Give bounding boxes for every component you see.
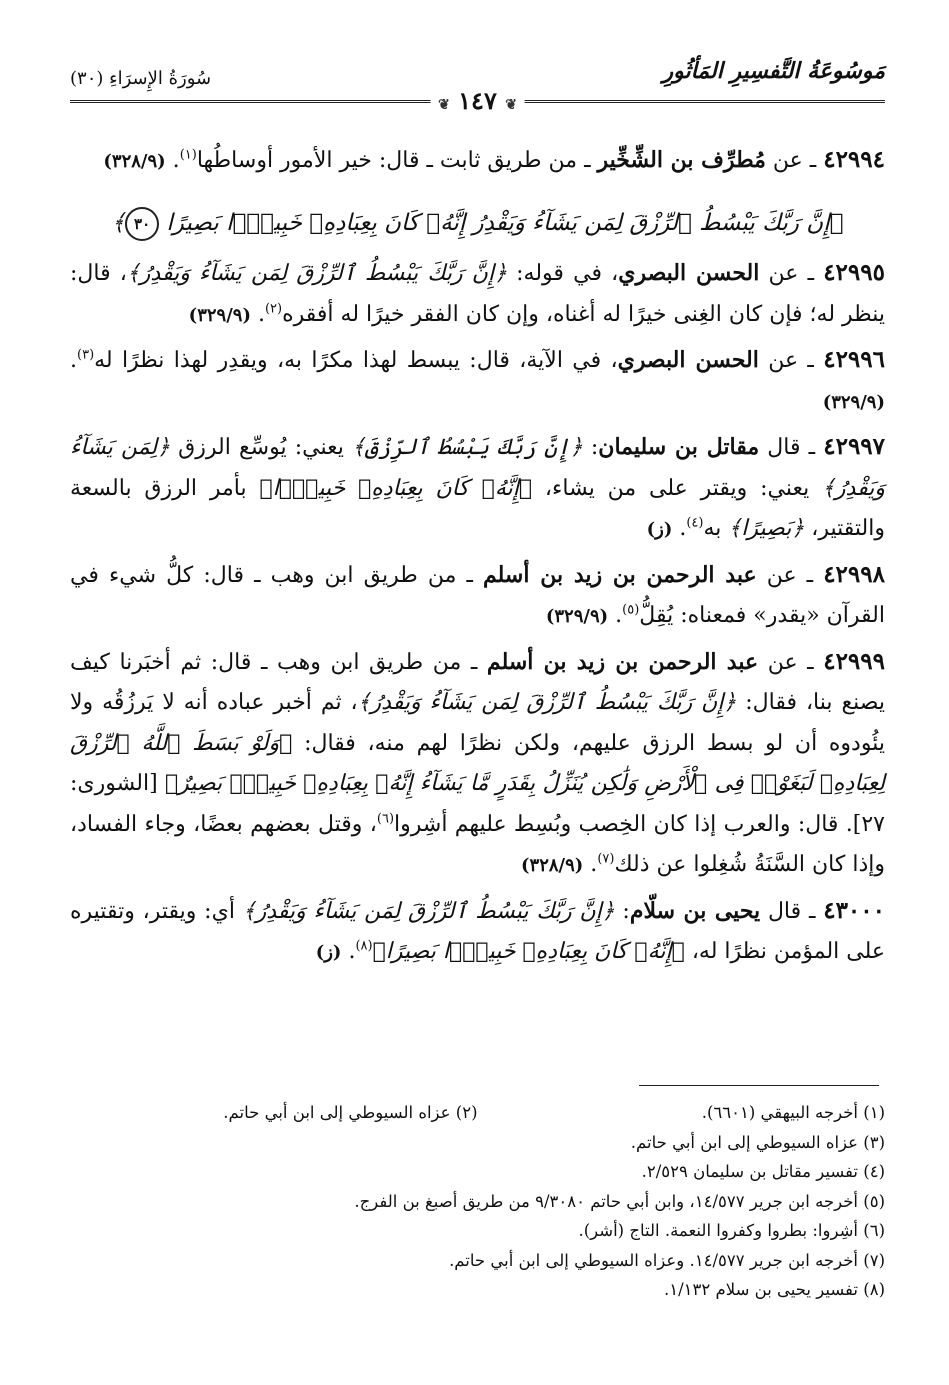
surah-title: سُورَةُ الإِسرَاءِ (٣٠) bbox=[70, 68, 212, 89]
text: ـ من طريق ابن وهب ـ قال: ثم أخبَرنا كيف يصنع بنا، فقال: bbox=[70, 649, 885, 715]
text: . bbox=[70, 348, 77, 373]
text: ـ قال bbox=[759, 435, 824, 460]
text: ، في قوله: bbox=[506, 261, 619, 286]
entry-42995 bbox=[70, 253, 885, 336]
text: ، قال: ينظر له؛ فإن كان الغِنى خيرًا له أغناه، وإن كان الفقر خيرًا له أفقره bbox=[70, 261, 885, 327]
entry-42998 bbox=[70, 555, 885, 638]
footnote-marker: (٦) bbox=[376, 811, 395, 827]
text: . bbox=[165, 148, 180, 173]
text: . bbox=[672, 516, 687, 541]
text: ـ قال bbox=[760, 898, 824, 924]
narrator-name: يحيى بن سلّام bbox=[629, 897, 761, 924]
narrator-name: الحسن البصري bbox=[618, 260, 760, 286]
quran-quote: ﴿بَصِيرًا﴾ bbox=[728, 516, 805, 541]
ornament-left-icon: ❦ bbox=[438, 97, 450, 113]
quran-quote: ﴿إِنَّ رَبَّكَ يَبْسُطُ ٱلرِّزْقَ﴾ bbox=[352, 435, 583, 460]
text: به bbox=[703, 516, 729, 541]
entry-number: ٤٢٩٩٤ bbox=[823, 146, 885, 173]
text: ـ عن bbox=[758, 649, 824, 675]
page-number: ١٤٧ bbox=[458, 86, 497, 115]
source-reference: (٣٢٩/٩) bbox=[188, 304, 251, 326]
footnote-2: (٢) عزاه السيوطي إلى ابن أبي حاتم. bbox=[223, 1103, 478, 1122]
main-text bbox=[70, 140, 885, 978]
text: . bbox=[250, 301, 265, 327]
footnote-marker: (٧) bbox=[597, 851, 615, 867]
text: . bbox=[341, 939, 356, 964]
footnote-3: (٣) عزاه السيوطي إلى ابن أبي حاتم. bbox=[630, 1132, 885, 1152]
text: [الشورى: ٢٧]. قال: والعرب إذا كان الخِصب وبُسِط عليهم أشِروا bbox=[70, 771, 885, 837]
entry-number: ٤٢٩٩٦ bbox=[823, 346, 885, 373]
narrator-name: الحسن البصري bbox=[617, 347, 759, 373]
entry-number: ٤٢٩٩٥ bbox=[823, 259, 885, 286]
footnote-8: (٨) تفسير يحيى بن سلام ١/١٣٢. bbox=[664, 1280, 885, 1299]
verse-text: ﴿إِنَّ رَبَّكَ يَبْسُطُ ٱلرِّزْقَ لِمَن يَشَآءُ وَيَقْدِرُ إِنَّهُۥ كَانَ بِعِبَادِهِۦ خَبِيرًۢا بَصِيرًا bbox=[166, 209, 844, 236]
text: ـ من طريق ثابت ـ قال: خير الأمور أوساطُها bbox=[196, 148, 598, 173]
footnote-marker: (٢) bbox=[264, 301, 283, 317]
quran-quote: ﴿إِنَّ رَبَّكَ يَبْسُطُ ٱلرِّزْقَ لِمَن يَشَآءُ وَيَقْدِرُ﴾ bbox=[357, 690, 737, 715]
footnote-marker: (٥) bbox=[622, 602, 640, 618]
quran-quote: ﴿إِنَّهُۥ كَانَ بِعِبَادِهِۦ خَبِيرًۢا﴾ bbox=[259, 475, 533, 501]
entry-42994 bbox=[70, 140, 885, 183]
source-reference: (٣٢٩/٩) bbox=[545, 606, 609, 627]
narrator-name: عبد الرحمن بن زيد بن أسلم bbox=[486, 648, 759, 675]
book-title: مَوسُوعَةُ التَّفسِيرِ المَأثُورِ bbox=[662, 58, 885, 84]
quran-quote: ﴿إِنَّهُۥ كَانَ بِعِبَادِهِۦ خَبِيرًۢا بَصِيرًا﴾ bbox=[372, 939, 685, 964]
text: . bbox=[608, 603, 623, 628]
footnote-marker: (١) bbox=[179, 147, 197, 163]
text: أي: ويقتر، وتقتيره على المؤمن نظرًا له، bbox=[70, 898, 885, 964]
ayah-number-icon: ٣٠ bbox=[125, 207, 159, 241]
verse-close: ﴾ bbox=[111, 209, 126, 236]
footnote-marker: (٨) bbox=[355, 938, 373, 954]
entry-number: ٤٢٩٩٩ bbox=[823, 647, 885, 675]
quran-quote: ﴿وَلَوْ بَسَطَ ٱللَّهُ ٱلرِّزْقَ لِعِبَادِهِۦ لَبَغَوْا۟ فِى ٱلْأَرْضِ وَلَٰكِن يُنَزِّلُ بِقَدَرٍ مَّا يَشَآءُ إِنَّهُۥ بِعِبَادِهِۦ خَبِيرٌۢ بَصِيرٌ﴾ bbox=[70, 730, 886, 796]
entry-43000 bbox=[70, 891, 885, 974]
entry-42996 bbox=[70, 340, 885, 423]
text: بأمر الرزق بالسعة والتقتير، bbox=[70, 475, 885, 541]
entry-number: ٤٢٩٩٨ bbox=[823, 560, 885, 588]
text: ـ عن bbox=[758, 348, 824, 373]
narrator-name: مُطرِّف بن الشِّخِّير bbox=[597, 147, 766, 173]
text: ، وقتل بعضهم بعضًا، وجاء الفساد، وإذا كان السَّنَةُ شُغِلوا عن ذلك bbox=[70, 811, 885, 877]
quran-quote: ﴿لِمَن يَشَآءُ وَيَقْدِرُ﴾ bbox=[70, 435, 885, 501]
footnote-marker: (٣) bbox=[77, 347, 95, 363]
source-reference: (٣٢٨/٩) bbox=[521, 855, 584, 876]
text: . bbox=[583, 852, 598, 877]
page-header bbox=[70, 58, 885, 118]
entry-42997 bbox=[70, 427, 885, 551]
entry-number: ٤٢٩٩٧ bbox=[823, 433, 886, 460]
quran-verse bbox=[70, 203, 885, 244]
text: : bbox=[582, 435, 599, 460]
footnote-row bbox=[70, 1098, 885, 1128]
quran-quote: ﴿إِنَّ رَبَّكَ يَبْسُطُ ٱلرِّزْقَ لِمَن يَشَآءُ وَيَقْدِرُ﴾ bbox=[126, 261, 507, 286]
entry-number: ٤٣٠٠٠ bbox=[823, 896, 885, 924]
ornament-right-icon: ❦ bbox=[505, 97, 517, 113]
footnote-6: (٦) أشِروا: بطروا وكفروا النعمة. التاج (أشر). bbox=[578, 1221, 885, 1240]
text: يعني: ويقتر على من يشاء، bbox=[532, 475, 823, 501]
quran-quote: ﴿إِنَّ رَبَّكَ يَبْسُطُ ٱلرِّزْقَ لِمَن يَشَآءُ وَيَقْدِرُ﴾ bbox=[242, 898, 615, 924]
footnotes bbox=[70, 1098, 885, 1305]
text: ـ عن bbox=[756, 562, 824, 588]
footnote-4: (٤) تفسير مقاتل بن سليمان ٢/٥٢٩. bbox=[641, 1162, 885, 1181]
source-reference: (٣٢٩/٩) bbox=[822, 391, 885, 413]
text: ـ عن bbox=[759, 261, 824, 286]
narrator-name: عبد الرحمن بن زيد بن أسلم bbox=[482, 561, 757, 588]
footnote-marker: (٤) bbox=[686, 515, 704, 531]
text: ـ عن bbox=[765, 148, 824, 173]
page-number-box bbox=[430, 86, 525, 115]
footnote-1: (١) أخرجه البيهقي (٦٦٠١). bbox=[701, 1103, 885, 1122]
footnote-5: (٥) أخرجه ابن جرير ١٤/٥٧٧، وابن أبي حاتم ٩/٣٠٨٠ من طريق أصبغ بن الفرج. bbox=[354, 1191, 885, 1211]
footnote-7: (٧) أخرجه ابن جرير ١٤/٥٧٧. وعزاه السيوطي إلى ابن أبي حاتم. bbox=[449, 1250, 885, 1270]
text: : bbox=[614, 898, 630, 924]
text: يعني: يُوسِّع الرزق bbox=[170, 435, 353, 460]
text: ، ثم أخبر عباده أنه لا يَرزُقُه ولا يئُودوه أن لو بسط الرزق عليهم، ولكن نظرًا لهم منه، فقال: bbox=[70, 690, 885, 756]
source-reference: (٣٢٨/٩) bbox=[103, 151, 166, 172]
narrator-name: مقاتل بن سليمان bbox=[598, 434, 760, 460]
source-reference: (ز) bbox=[646, 519, 673, 540]
footnote-separator bbox=[639, 1085, 879, 1086]
source-reference: (ز) bbox=[315, 942, 342, 963]
text: ـ من طريق ابن وهب ـ قال: كلُّ شيء في القرآن «يقدر» فمعناه: يُقِلُّ bbox=[70, 562, 885, 628]
entry-42999 bbox=[70, 642, 885, 887]
text: ، في الآية، قال: يبسط لهذا مكرًا به، ويقدِر لهذا نظرًا له bbox=[94, 348, 618, 373]
